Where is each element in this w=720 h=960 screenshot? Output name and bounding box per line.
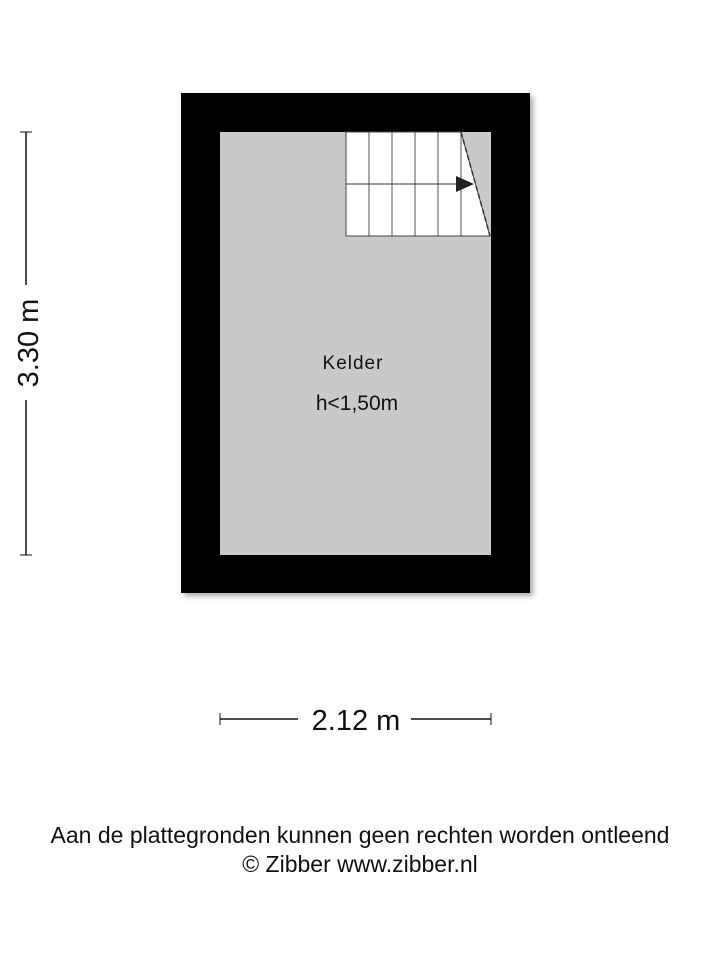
copyright-text: © Zibber www.zibber.nl <box>242 851 478 877</box>
horizontal-dimension-label: 2.12 m <box>311 705 401 737</box>
vertical-dimension-label: 3.30 m <box>13 298 45 388</box>
disclaimer-text: Aan de plattegronden kunnen geen rechten worden ontleend <box>50 822 670 848</box>
vertical-dimension <box>13 132 45 555</box>
room-height-note: h<1,50m <box>315 392 399 415</box>
horizontal-dimension <box>220 705 491 737</box>
room-name: Kelder <box>322 353 384 374</box>
